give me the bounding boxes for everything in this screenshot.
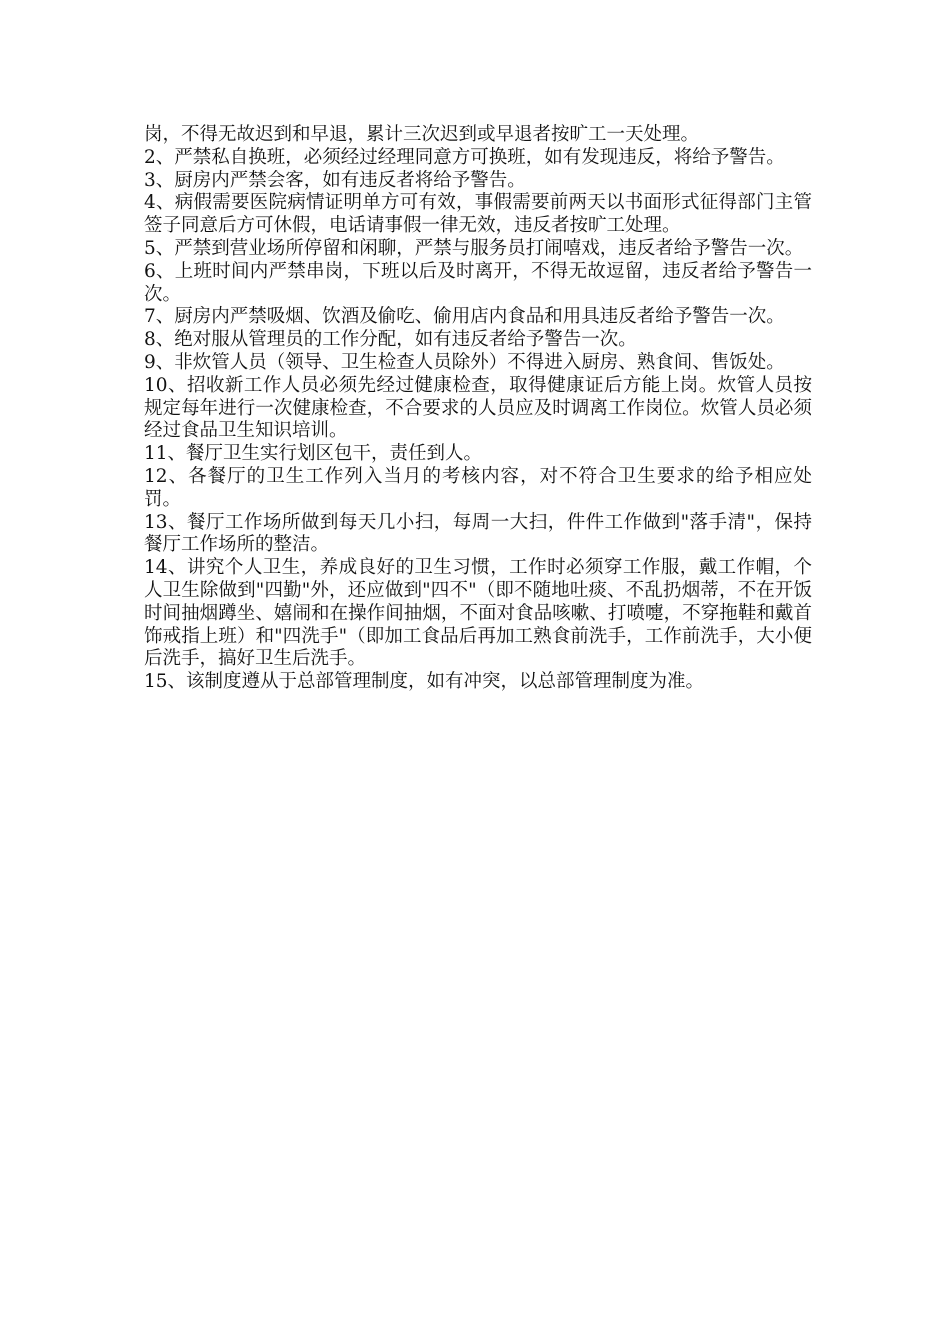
rule-12: 12、各餐厅的卫生工作列入当月的考核内容，对不符合卫生要求的给予相应处罚。 bbox=[144, 465, 812, 510]
rule-10: 10、招收新工作人员必须先经过健康检查，取得健康证后方能上岗。炊管人员按规定每年进行一次健康检查，不合要求的人员应及时调离工作岗位。炊管人员必须经过食品卫生知识培训。 bbox=[144, 374, 812, 442]
rule-13: 13、餐厅工作场所做到每天几小扫，每周一大扫，件件工作做到"落手清"，保持餐厅工作场所的整洁。 bbox=[144, 511, 812, 556]
rule-5: 5、严禁到营业场所停留和闲聊，严禁与服务员打闹嘻戏，违反者给予警告一次。 bbox=[144, 237, 804, 259]
rule-14: 14、讲究个人卫生，养成良好的卫生习惯，工作时必须穿工作服，戴工作帽，个人卫生除做到"四勤"外，还应做到"四不"（即不随地吐痰、不乱扔烟蒂，不在开饭时间抽烟蹲坐、嬉闹和在操作间抽烟，不面对食品咳嗽、打喷嚏，不穿拖鞋和戴首饰戒指上班）和"四洗手"（即加工食品后再加工熟食前洗手，工作前洗手，大小便后洗手，搞好卫生后洗手。 bbox=[144, 557, 812, 670]
document-body bbox=[144, 124, 812, 694]
rule-11: 11、餐厅卫生实行划区包干，责任到人。 bbox=[144, 443, 483, 465]
rule-4: 4、病假需要医院病情证明单方可有效，事假需要前两天以书面形式征得部门主管签子同意后方可休假，电话请事假一律无效，违反者按旷工处理。 bbox=[144, 192, 812, 237]
rule-9: 9、非炊管人员（领导、卫生检查人员除外）不得进入厨房、熟食间、售饭处。 bbox=[144, 351, 785, 373]
rule-2: 2、严禁私自换班，必须经过经理同意方可换班，如有发现违反，将给予警告。 bbox=[144, 146, 785, 168]
rule-8: 8、绝对服从管理员的工作分配，如有违反者给予警告一次。 bbox=[144, 329, 637, 351]
rule-15: 15、该制度遵从于总部管理制度，如有冲突，以总部管理制度为准。 bbox=[144, 671, 705, 693]
rule-3: 3、厨房内严禁会客，如有违反者将给予警告。 bbox=[144, 169, 526, 191]
paragraph-continuation: 岗，不得无故迟到和早退，累计三次迟到或早退者按旷工一天处理。 bbox=[144, 124, 700, 145]
rule-7: 7、厨房内严禁吸烟、饮酒及偷吃、偷用店内食品和用具违反者给予警告一次。 bbox=[144, 306, 785, 328]
rule-6: 6、上班时间内严禁串岗，下班以后及时离开，不得无故逗留，违反者给予警告一次。 bbox=[144, 260, 812, 305]
